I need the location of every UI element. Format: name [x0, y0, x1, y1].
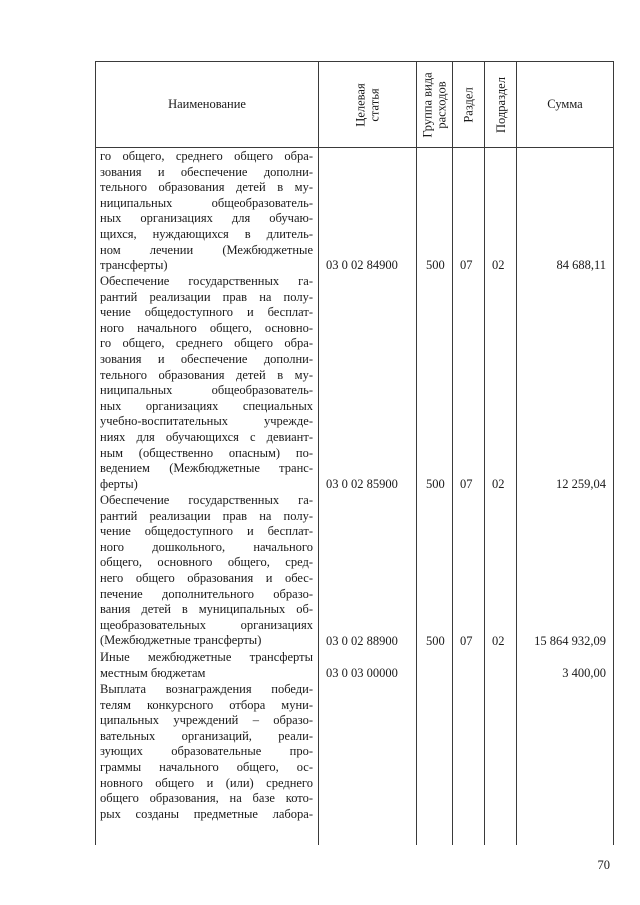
header-group: Группа вида расходов	[420, 71, 449, 138]
page-number: 70	[597, 858, 610, 872]
col-border-subsection	[516, 61, 517, 845]
header-sum: Сумма	[547, 97, 583, 111]
row-3-section: 07	[460, 634, 473, 648]
row-5-description: Выплата вознаграждения победи- телям конкурсного отбора муни- ципальных учреждений – образо- вательных организаций, реали- зующих образовательные про- граммы начального общего, ос- новного общего и (или) среднего общего образования, на базе кото- рых созданы предметные лабора-	[100, 682, 313, 821]
header-target: Целевая статья	[353, 82, 382, 127]
header-section: Раздел	[461, 86, 476, 123]
row-2-description: Обеспечение государственных га- рантий реализации прав на полу- чение общедоступного и бесплат- ного начального общего, основно- го общего, среднего общего обра- зования и обеспечение дополни- тельного образования детей в му- ниципальных общеобразователь- ных организациях специальных учебно-воспитательных учрежде- ниях для обучающихся с девиант- ным (общественно опасным) по- ведением (Межбюджетные транс- ферты)	[100, 274, 313, 491]
row-4-sum: 3 400,00	[562, 666, 606, 680]
row-3-code: 03 0 02 88900	[326, 634, 398, 648]
row-3-group: 500	[426, 634, 445, 648]
row-3-description: Обеспечение государственных га- рантий реализации прав на полу- чение общедоступного и бесплат- ного дошкольного, начального общего, основного общего, сред- него общего образования и обес- печение дополнительного образо- вания детей в муниципальных об- щеобразовательных организациях (Межбюджетные трансферты)	[100, 493, 313, 648]
row-1-section: 07	[460, 258, 473, 272]
row-1-sum: 84 688,11	[556, 258, 606, 272]
row-3-sum: 15 864 932,09	[534, 634, 606, 648]
col-border-section	[484, 61, 485, 845]
row-1-code: 03 0 02 84900	[326, 258, 398, 272]
row-2-group: 500	[426, 477, 445, 491]
col-border-target	[416, 61, 417, 845]
row-4-description: Иные межбюджетные трансферты местным бюджетам	[100, 650, 313, 680]
header-subsection: Подраздел	[493, 76, 508, 133]
col-border-right	[613, 61, 614, 845]
row-4-code: 03 0 03 00000	[326, 666, 398, 680]
col-border-group	[452, 61, 453, 845]
row-1-subsection: 02	[492, 258, 505, 272]
row-1-group: 500	[426, 258, 445, 272]
header-name: Наименование	[168, 97, 246, 111]
col-border-left	[95, 61, 96, 845]
col-border-name	[318, 61, 319, 845]
row-1-description: го общего, среднего общего обра- зования и обеспечение дополни- тельного образования детей в му- ниципальных общеобразователь- ных организациях для обучаю- щихся, нуждающихся в длитель- ном лечении (Межбюджетные трансферты)	[100, 149, 313, 273]
row-2-sum: 12 259,04	[556, 477, 606, 491]
row-2-subsection: 02	[492, 477, 505, 491]
row-2-code: 03 0 02 85900	[326, 477, 398, 491]
row-3-subsection: 02	[492, 634, 505, 648]
row-2-section: 07	[460, 477, 473, 491]
header-bottom-border	[95, 147, 614, 148]
